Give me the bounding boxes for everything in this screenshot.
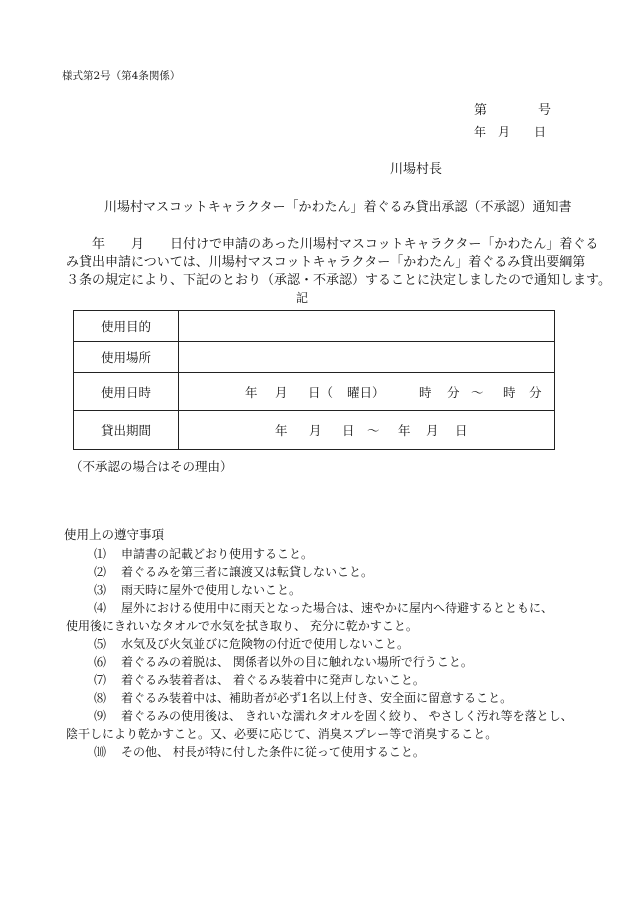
period-end-month: 月 (426, 423, 439, 438)
datetime-month: 月 (275, 384, 288, 400)
body-text-line: み貸出申請については、川場村マスコットキャラクター「かわたん」着ぐるみ貸出要綱第 (66, 255, 586, 270)
datetime-day: 日（ (308, 384, 334, 400)
period-end-day: 日 (455, 423, 468, 438)
table-row (74, 411, 555, 450)
rule-text-continuation: 使用後にきれいなタオルで水気を拭き取り、 充分に乾かすこと。 (66, 619, 418, 633)
period-start-year: 年 (275, 423, 288, 438)
rule-number: ⑺ (94, 673, 107, 687)
rule-text: 着ぐるみを第三者に譲渡又は転貸しないこと。 (121, 565, 374, 579)
rule-number: ⑴ (94, 547, 107, 561)
period-start-month: 月 (309, 423, 322, 438)
rule-text: 屋外における使用中に雨天となった場合は、速やかに屋内へ待避するとともに、 (121, 601, 554, 615)
document-number-label: 第 (474, 103, 488, 118)
rules-heading: 使用上の遵守事項 (64, 527, 165, 542)
document-title: 川場村マスコットキャラクター「かわたん」着ぐるみ貸出承認（不承認）通知書 (104, 200, 572, 215)
rule-text-continuation: 陰干しにより乾かすこと。又、必要に応じて、消臭スプレー等で消臭すること。 (66, 727, 498, 741)
rule-text: 申請書の記載どおり使用すること。 (121, 547, 314, 561)
rule-text: 着ぐるみの使用後は、 きれいな濡れタオルを固く絞り、 やさしく汚れ等を落とし、 (121, 709, 573, 723)
rule-text: 着ぐるみ装着者は、 着ぐるみ装着中に発声しないこと。 (121, 673, 425, 687)
rule-text: 水気及び火気並びに危険物の付近で使用しないこと。 (121, 637, 410, 651)
rule-text: 雨天時に屋外で使用しないこと。 (121, 583, 302, 597)
rule-number: ⑽ (94, 745, 107, 759)
datetime-hour-end: 時 (503, 384, 516, 400)
table-row (74, 311, 555, 342)
rule-number: ⑸ (94, 637, 107, 651)
period-range-sep: ～ (367, 423, 380, 438)
body-text-line: 年 月 日付けで申請のあった川場村マスコットキャラクター「かわたん」着ぐる (66, 237, 599, 252)
form-number-label: 様式第2号（第4条関係） (62, 70, 181, 82)
rule-text: その他、 村長が特に付した条件に従って使用すること。 (121, 745, 425, 759)
row-label-datetime: 使用日時 (74, 373, 179, 411)
datetime-minute-end: 分 (529, 384, 542, 400)
date-month-label: 月 (498, 125, 511, 139)
place-value-cell (179, 342, 555, 373)
datetime-minute-start: 分 (447, 384, 460, 400)
rule-number: ⑵ (94, 565, 107, 579)
body-text-line: ３条の規定により、下記のとおり（承認・不承認）することに決定しましたので通知します。 (66, 273, 611, 288)
rule-number: ⑼ (94, 709, 107, 723)
ki-heading: 記 (296, 291, 309, 305)
date-year-label: 年 (474, 125, 487, 139)
datetime-hour-start: 時 (419, 384, 432, 400)
period-start-day: 日 (342, 423, 355, 438)
datetime-value-cell (179, 373, 555, 411)
table-row (74, 342, 555, 373)
issuer-name: 川場村長 (390, 162, 443, 177)
rule-number: ⑹ (94, 655, 107, 669)
rule-text: 着ぐるみの着脱は、 関係者以外の目に触れない場所で行うこと。 (121, 655, 473, 669)
date-day-label: 日 (534, 125, 547, 139)
row-label-period: 貸出期間 (74, 411, 179, 450)
rule-number: ⑻ (94, 691, 107, 705)
document-number-unit: 号 (538, 103, 552, 118)
rule-number: ⑷ (94, 601, 107, 615)
table-row (74, 373, 555, 411)
rejection-reason-note: （不承認の場合はその理由） (70, 459, 233, 474)
datetime-year: 年 (245, 384, 258, 400)
details-table (73, 310, 555, 450)
period-end-year: 年 (398, 423, 411, 438)
rule-number: ⑶ (94, 583, 107, 597)
row-label-purpose: 使用目的 (74, 311, 179, 342)
rule-text: 着ぐるみ装着中は、補助者が必ず1名以上付き、安全面に留意すること。 (121, 691, 513, 705)
row-label-place: 使用場所 (74, 342, 179, 373)
datetime-weekday: 曜日） (347, 384, 385, 400)
datetime-range-sep: ～ (471, 384, 484, 400)
period-value-cell (179, 411, 555, 450)
purpose-value-cell (179, 311, 555, 342)
